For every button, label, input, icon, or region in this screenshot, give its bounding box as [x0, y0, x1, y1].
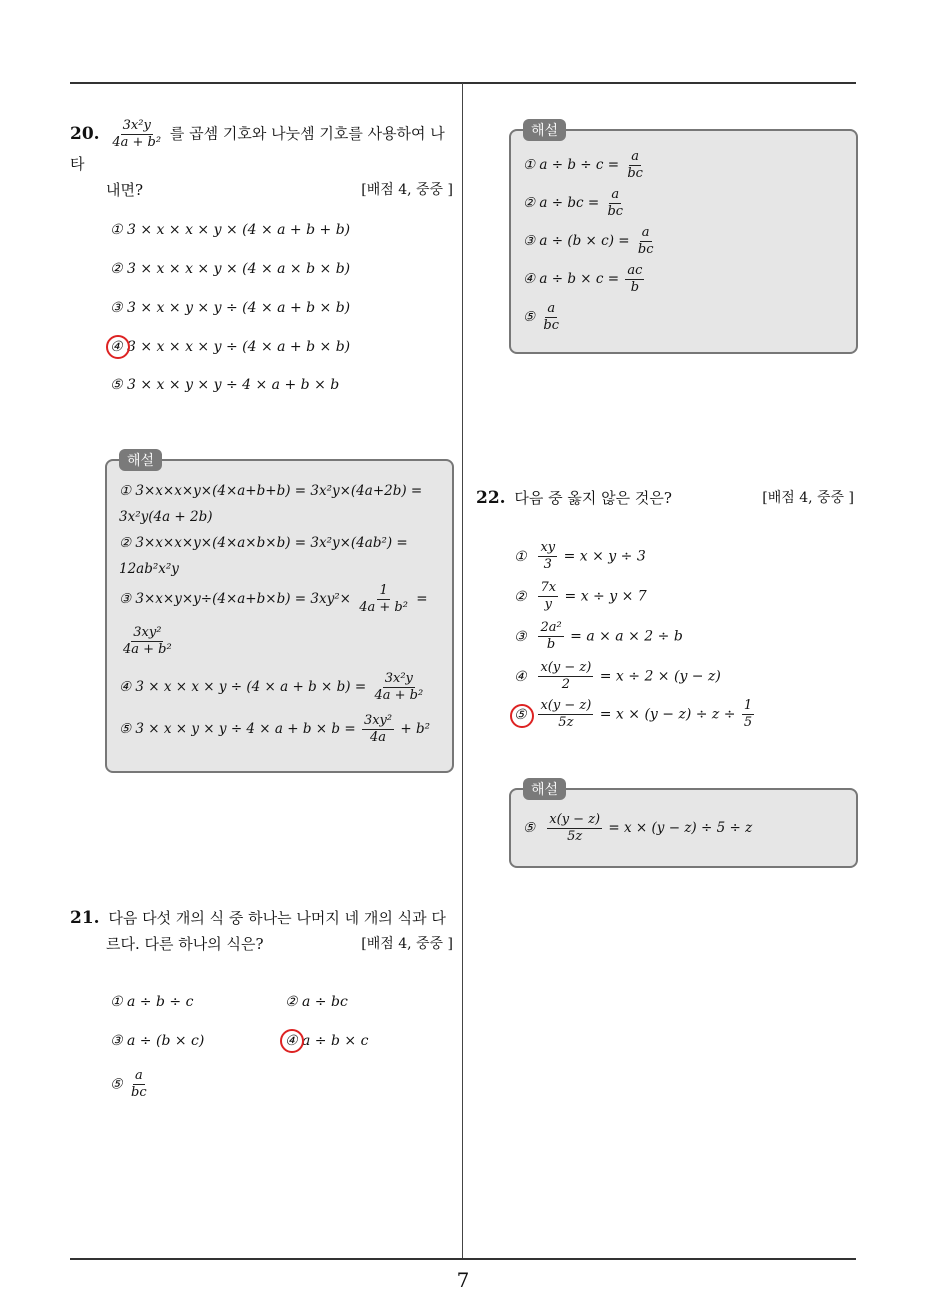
q22-choice-3[interactable]: ③ $\frac{\text{2a²}}{b}$ = a × a × 2 ÷ b — [514, 620, 683, 652]
q20-number: 20. — [70, 123, 100, 144]
page-number: 7 — [456, 1268, 470, 1292]
answer-circle-mark — [280, 1029, 304, 1053]
q20-fraction: $\frac{\text{3x²y}}{\text{4a + b²}}$ — [112, 118, 162, 150]
column-divider — [462, 83, 463, 1258]
q20-explain-line-1: ① 3×x×x×y×(4×a+b+b) = 3x²y×(4a+2b) = — [119, 483, 423, 499]
top-rule — [70, 82, 856, 84]
q21-score: [배점 4, 중중 ] — [361, 936, 453, 952]
q21-explain-line-2: ② a ÷ bc = $\frac{a}{bc}$ — [523, 187, 624, 219]
q20-text1: 를 곱셈 기호와 나눗셈 기호를 사용하여 나타 — [70, 124, 445, 173]
q22-score: [배점 4, 중중 ] — [762, 490, 854, 506]
q20-explain-line-7: ④ 3 × x × x × y ÷ (4 × a + b × b) = $\frac{\text{3x²y}}{\text{4a + b²}}$ — [119, 671, 424, 703]
q20-explain-line-3: ② 3×x×x×y×(4×a×b×b) = 3x²y×(4ab²) = — [119, 535, 408, 551]
q20-explain-line-8: ⑤ 3 × x × y × y ÷ 4 × a + b × b = $\frac{\text{3xy²}}{4a}$ + b² — [119, 713, 431, 745]
answer-circle-mark — [106, 335, 130, 359]
q21-explain-line-1: ① a ÷ b ÷ c = $\frac{a}{bc}$ — [523, 149, 643, 181]
q22-number: 22. — [476, 488, 506, 508]
q21-text1: 다음 다섯 개의 식 중 하나는 나머지 네 개의 식과 다 — [108, 909, 446, 927]
q22-explanation-box — [509, 782, 858, 868]
q21-explain-line-5: ⑤ $\frac{a}{bc}$ — [523, 301, 560, 333]
q21-explain-line-4: ④ a ÷ b × c = $\frac{ac}{b}$ — [523, 263, 643, 295]
q22-choice-5[interactable]: ⑤ $\frac{x(y - z)}{5z}$ = x × (y − z) ÷ z ÷ $\frac{1}{5}$ — [514, 698, 753, 730]
q21-number: 21. — [70, 908, 100, 928]
q22-choice-4[interactable]: ④ $\frac{x(y - z)}{2}$ = x ÷ 2 × (y − z) — [514, 660, 721, 692]
q21-choice-1[interactable]: ① a ÷ b ÷ c — [110, 994, 194, 1010]
question-20 — [70, 118, 453, 203]
q20-choice-2[interactable]: ② 3 × x × x × y × (4 × a × b × b) — [110, 261, 351, 277]
q20-choice-1[interactable]: ① 3 × x × x × y × (4 × a + b + b) — [110, 222, 351, 238]
q20-explanation-box — [105, 453, 454, 773]
q22-explanation-tag: 해설 — [523, 778, 566, 800]
q20-explanation-tag: 해설 — [119, 449, 162, 471]
q20-explain-line-2: 3x²y(4a + 2b) — [119, 509, 213, 525]
q21-choice-5[interactable]: ⑤ $\frac{a}{bc}$ — [110, 1068, 147, 1100]
q20-explain-line-5: ③ 3×x×y×y÷(4×a+b×b) = 3xy²× $\frac{1}{\text{4a + b²}}$ = — [119, 583, 428, 615]
q21-explanation-tag: 해설 — [523, 119, 566, 141]
q20-choice-5[interactable]: ⑤ 3 × x × y × y ÷ 4 × a + b × b — [110, 377, 340, 393]
q21-choice-4[interactable]: ④ a ÷ b × c — [285, 1033, 369, 1049]
q22-text: 다음 중 옳지 않은 것은? — [514, 489, 672, 507]
q21-explain-line-3: ③ a ÷ (b × c) = $\frac{a}{bc}$ — [523, 225, 654, 257]
question-21 — [70, 905, 453, 957]
answer-circle-mark — [510, 704, 534, 728]
q21-text2: 르다. 다른 하나의 식은? — [106, 935, 264, 953]
q22-choice-2[interactable]: ② $\frac{7x}{y}$ = x ÷ y × 7 — [514, 580, 647, 612]
question-22 — [476, 485, 854, 511]
q20-text2: 내면? — [106, 181, 144, 199]
q21-choice-3[interactable]: ③ a ÷ (b × c) — [110, 1033, 205, 1049]
q20-explain-line-4: 12ab²x²y — [119, 561, 179, 577]
q22-choice-1[interactable]: ① $\frac{xy}{3}$ = x × y ÷ 3 — [514, 540, 646, 572]
q21-explanation-box — [509, 123, 858, 354]
q20-choice-3[interactable]: ③ 3 × x × y × y ÷ (4 × a + b × b) — [110, 300, 351, 316]
bottom-rule — [70, 1258, 856, 1260]
q21-choice-2[interactable]: ② a ÷ bc — [285, 994, 348, 1010]
q20-score: [배점 4, 중중 ] — [361, 182, 453, 198]
q20-choice-4[interactable]: ④ 3 × x × x × y ÷ (4 × a + b × b) — [110, 339, 351, 355]
q22-explain-line: ⑤ $\frac{x(y - z)}{5z}$ = x × (y − z) ÷ 5 ÷ z — [523, 812, 753, 844]
q20-stem — [70, 118, 453, 177]
q20-explain-line-6: $\frac{\text{3xy²}}{\text{4a + b²}}$ — [123, 625, 172, 657]
